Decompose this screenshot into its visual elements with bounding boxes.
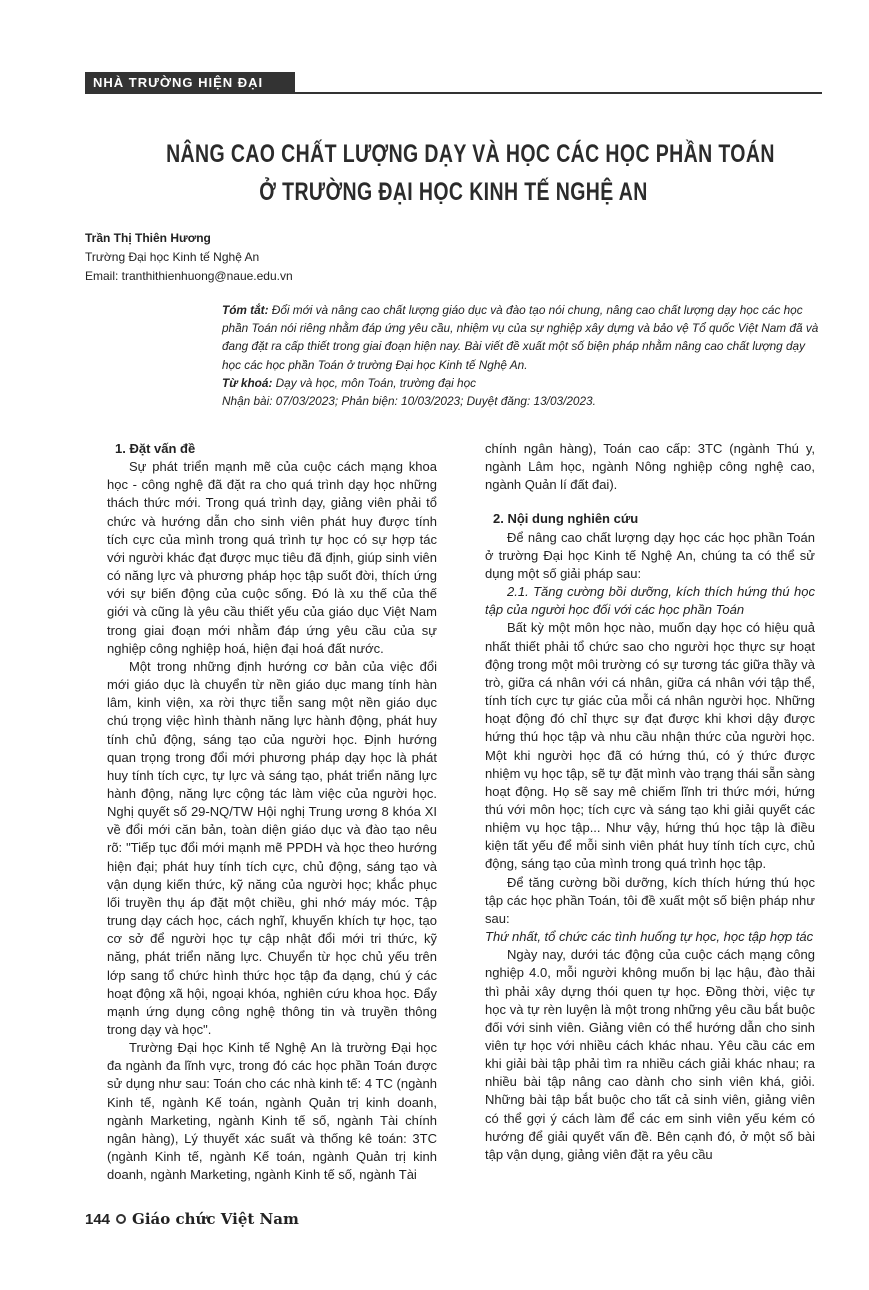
- subsection-heading: Thứ nhất, tổ chức các tình huống tự học, học tập hợp tác: [485, 929, 814, 945]
- paragraph: Để tăng cường bồi dưỡng, kích thích hứng thú học tập các học phần Toán, tôi đề xuất một số biện pháp như sau:: [485, 874, 815, 926]
- author-affiliation: Trường Đại học Kinh tế Nghệ An: [85, 250, 260, 264]
- abstract-summary: [222, 301, 822, 374]
- subsection-heading: 2.1. Tăng cường bồi dưỡng, kích thích hứng thú học tập của người học đối với các học phần Toán: [485, 584, 815, 618]
- article-dates: Nhận bài: 07/03/2023; Phản biện: 10/03/2023; Duyệt đăng: 13/03/2023.: [222, 394, 596, 409]
- paragraph: Một trong những định hướng cơ bản của việc đổi mới giáo dục là chuyển từ nền giáo dục mang tính hàn lâm, kinh viện, xa rời thực tiễn sang một nền giáo dục chú trọng việc hình thành năng lực hành động, phát huy tính chủ động, sáng tạo của người học. Định hướng quan trọng trong đổi mới phương pháp dạy học là phát huy tính tích cực, tự lực và sáng tạo, phát triển năng lực hành động, năng lực cộng tác làm việc của người học. Nghị quyết số 29-NQ/TW Hội nghị Trung ương 8 khóa XI về đổi mới căn bản, toàn diện giáo dục và đào tạo nêu rõ: "Tiếp tục đổi mới mạnh mẽ PPDH và học theo hướng hiện đại; phát huy tính tích cực, chủ động, sáng tạo và vận dụng kiến thức, kỹ năng của người học; khắc phục lối truyền thụ áp đặt một chiều, ghi nhớ máy móc. Tập trung dạy cách học, cách nghĩ, khuyến khích tự học, tạo cơ sở để người học tự cập nhật đổi mới tri thức, kỹ năng, phát triển năng lực. Chuyển từ học chủ yếu trên lớp sang tổ chức hình thức học tập đa dạng, chú ý các hoạt động xã hội, ngoại khóa, nghiên cứu khoa học. Đẩy mạnh ứng dụng công nghệ thông tin và truyền thông trong dạy và học".: [107, 658, 437, 1037]
- section-heading-1: 1. Đặt vấn đề: [115, 441, 196, 456]
- page-footer: [85, 1210, 299, 1228]
- abstract-label: Tóm tắt:: [222, 303, 269, 317]
- page-number: 144: [85, 1210, 111, 1228]
- left-column: [107, 440, 437, 1184]
- section-label: NHÀ TRƯỜNG HIỆN ĐẠI: [85, 72, 295, 94]
- abstract: [222, 301, 822, 410]
- keywords-text: Dạy và học, môn Toán, trường đại học: [272, 375, 477, 390]
- author-email: Email: tranthithienhuong@naue.edu.vn: [85, 269, 293, 283]
- paragraph: chính ngân hàng), Toán cao cấp: 3TC (ngành Thú y, ngành Lâm học, ngành Nông nghiệp công nghệ cao, ngành Quản lí đất đai).: [485, 441, 815, 493]
- title-line-2: Ở TRƯỜNG ĐẠI HỌC KINH TẾ NGHỆ AN: [259, 178, 648, 206]
- paragraph: Để nâng cao chất lượng dạy học các học phần Toán ở trường Đại học Kinh tế Nghệ An, chúng ta có thể sử dụng một số giải pháp sau:: [485, 529, 815, 581]
- abstract-text: Đổi mới và nâng cao chất lượng giáo dục và đào tạo nói chung, nâng cao chất lượng dạy học các học phần Toán nói riêng nhằm đáp ứng yêu cầu, nhiệm vụ của sự nghiệp xây dựng và bảo vệ Tổ quốc Việt Nam đã và đang đặt ra cấp thiết trong giai đoạn hiện nay. Bài viết đề xuất một số biện pháp nhằm nâng cao chất lượng dạy học các học phần Toán ở trường Đại học Kinh tế Nghệ An.: [222, 303, 819, 372]
- section-rule: [295, 92, 822, 94]
- right-column: [485, 440, 815, 1164]
- bullet-icon: [116, 1214, 126, 1224]
- paragraph: Sự phát triển mạnh mẽ của cuộc cách mạng khoa học - công nghệ đã đặt ra cho quá trình dạy học những thách thức mới. Trong quá trình dạy, giảng viên phải tổ chức và hướng dẫn cho sinh viên phát huy được tính tích cực của mình trong quá trình tự học có sự hợp tác với người khác đạt được mục tiêu đã định, giúp sinh viên có năng lực và phương pháp học tập suốt đời, thích ứng với sự biến động của cuộc sống. Đó là xu thế của thế giới và cũng là yêu cầu thiết yếu của giáo dục Việt Nam trong giai đoạn mới nhằm đáp ứng yêu cầu của sự nghiệp công nghiệp hoá, hiện đại hoá đất nước.: [107, 459, 437, 656]
- keywords-label: Từ khoá:: [222, 375, 273, 390]
- paragraph: Ngày nay, dưới tác động của cuộc cách mạng công nghiệp 4.0, mỗi người không muốn bị lạc hậu, đào thải thì phải xây dựng thói quen tự học. Đồng thời, việc tự học và tự rèn luyện là một trong những yêu cầu bắt buộc đối với sinh viên. Giảng viên có thể hướng dẫn cho sinh viên tự học với nhiều cách khác nhau. Yêu cầu các em khi giải bài tập phải tìm ra nhiều cách giải khác nhau; ra nhiều bài tập nâng cao dành cho sinh viên khá, giỏi. Những bài tập bắt buộc cho tất cả sinh viên, giảng viên có thể gợi ý cách làm để các em sinh viên yếu kém có hướng để giải quyết vấn đề. Bên cạnh đó, ở một số bài tập vận dụng, giảng viên đặt ra yêu cầu: [485, 947, 815, 1162]
- article-title: [166, 135, 775, 211]
- paragraph: Trường Đại học Kinh tế Nghệ An là trường Đại học đa ngành đa lĩnh vực, trong đó các học phần Toán được sử dụng như sau: Toán cho các nhà kinh tế: 4 TC (ngành Kinh tế, ngành Kế toán, ngành Quản trị kinh doanh, ngành Marketing, ngành Kinh tế số, ngành Tài chính ngân hàng), Lý thuyết xác suất và thống kê toán: 3TC (ngành Kinh tế, ngành Kế toán, ngành Quản trị kinh doanh, ngành Marketing, ngành Kinh tế số, ngành Tài: [107, 1040, 437, 1183]
- paragraph: Bất kỳ một môn học nào, muốn dạy học có hiệu quả nhất thiết phải tổ chức sao cho người học thực sự hoạt động trong một môi trường có sự tương tác giữa thầy và trò, giữa cá nhân với cá nhân, giữa cá nhân với tập thể, tính tích cực tự giác của mỗi cá nhân người học. Những hoạt động đó chỉ thực sự đạt được khi khơi dậy được hứng thú học tập và nhu cầu nhận thức của người học. Một khi người học đã có hứng thú, có ý thức được nhiệm vụ học tập, sẽ tự đặt mình vào trạng thái sẵn sàng hoạt động. Họ sẽ say mê chiếm lĩnh tri thức mới, hứng thú với môn học; tích cực và sáng tạo khi giải quyết các nhiệm vụ học tập... Như vậy, hứng thú học tập là điều kiện tất yếu để mỗi sinh viên phát huy tính tích cực, chủ động, sáng tạo của mình trong quá trình học tập.: [485, 620, 815, 872]
- keywords: [222, 374, 822, 392]
- title-line-1: NÂNG CAO CHẤT LƯỢNG DẠY VÀ HỌC CÁC HỌC PHẦN TOÁN: [166, 140, 775, 168]
- author-name: Trần Thị Thiên Hương: [85, 231, 211, 245]
- author-block: [85, 229, 293, 286]
- section-heading-2: 2. Nội dung nghiên cứu: [493, 511, 639, 527]
- journal-name: Giáo chức Việt Nam: [132, 1210, 299, 1228]
